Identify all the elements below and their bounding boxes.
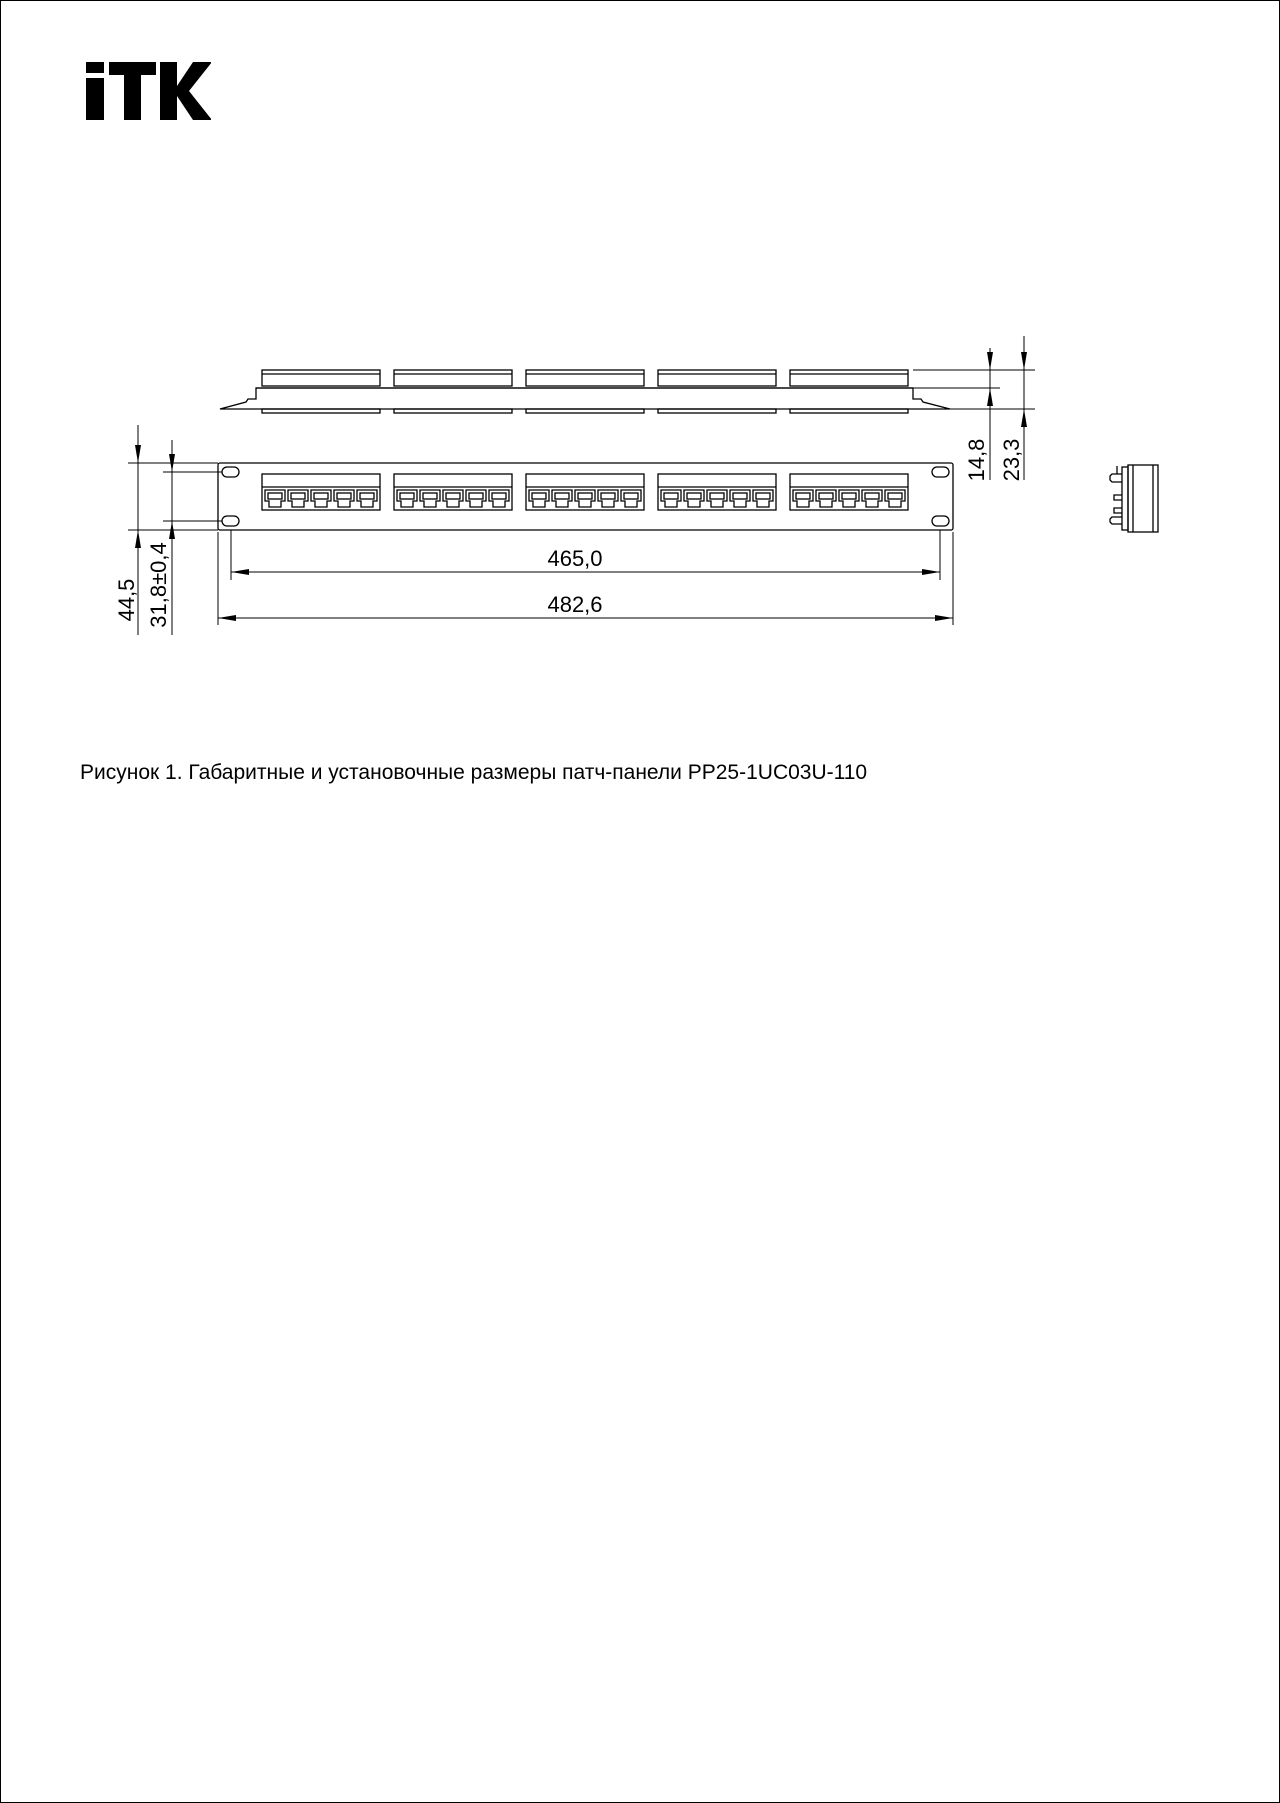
dim-depth-front: 14,8: [964, 438, 989, 482]
top-view: [220, 370, 950, 413]
front-view: [218, 463, 953, 530]
rj45-port-contacts: [492, 493, 506, 499]
dim-panel-width: 482,6: [547, 592, 603, 617]
dim-panel-height: 44,5: [114, 578, 139, 622]
side-view: [1110, 465, 1158, 532]
rj45-port-contacts: [555, 493, 569, 499]
rj45-port-contacts: [664, 493, 678, 499]
rj45-port-contacts: [865, 493, 879, 499]
rj45-port-contacts: [624, 493, 638, 499]
mount-hole: [222, 467, 239, 477]
rj45-port-contacts: [532, 493, 546, 499]
rj45-port-contacts: [687, 493, 701, 499]
rj45-port-contacts: [710, 493, 724, 499]
rj45-port-contacts: [819, 493, 833, 499]
rj45-port-contacts: [733, 493, 747, 499]
rj45-port-contacts: [400, 493, 414, 499]
rj45-port-contacts: [469, 493, 483, 499]
rj45-port-contacts: [423, 493, 437, 499]
rj45-ports: [265, 490, 905, 507]
rj45-port-contacts: [578, 493, 592, 499]
mount-hole: [222, 516, 239, 526]
rj45-port-contacts: [796, 493, 810, 499]
rj45-port-contacts: [314, 493, 328, 499]
rj45-port-contacts: [756, 493, 770, 499]
rj45-port-contacts: [601, 493, 615, 499]
dimension-lines: [128, 336, 1035, 635]
top-view-modules-lower: [262, 409, 908, 413]
rj45-port-contacts: [446, 493, 460, 499]
front-view-modules: [262, 474, 908, 510]
dim-depth-total: 23,3: [999, 438, 1024, 482]
figure-caption: Рисунок 1. Габаритные и установочные размеры патч-панели PP25-1UC03U-110: [80, 761, 868, 784]
rj45-port-contacts: [842, 493, 856, 499]
rj45-port-contacts: [360, 493, 374, 499]
rj45-port-contacts: [291, 493, 305, 499]
mount-hole: [932, 516, 949, 526]
rj45-port-contacts: [888, 493, 902, 499]
dim-mount-hole-spacing: 465,0: [547, 546, 603, 571]
rj45-port-contacts: [337, 493, 351, 499]
top-view-modules: [262, 370, 908, 386]
rj45-port-contacts: [268, 493, 282, 499]
dim-mount-hole-vertical: 31,8±0,4: [146, 542, 171, 628]
mount-hole: [932, 467, 949, 477]
